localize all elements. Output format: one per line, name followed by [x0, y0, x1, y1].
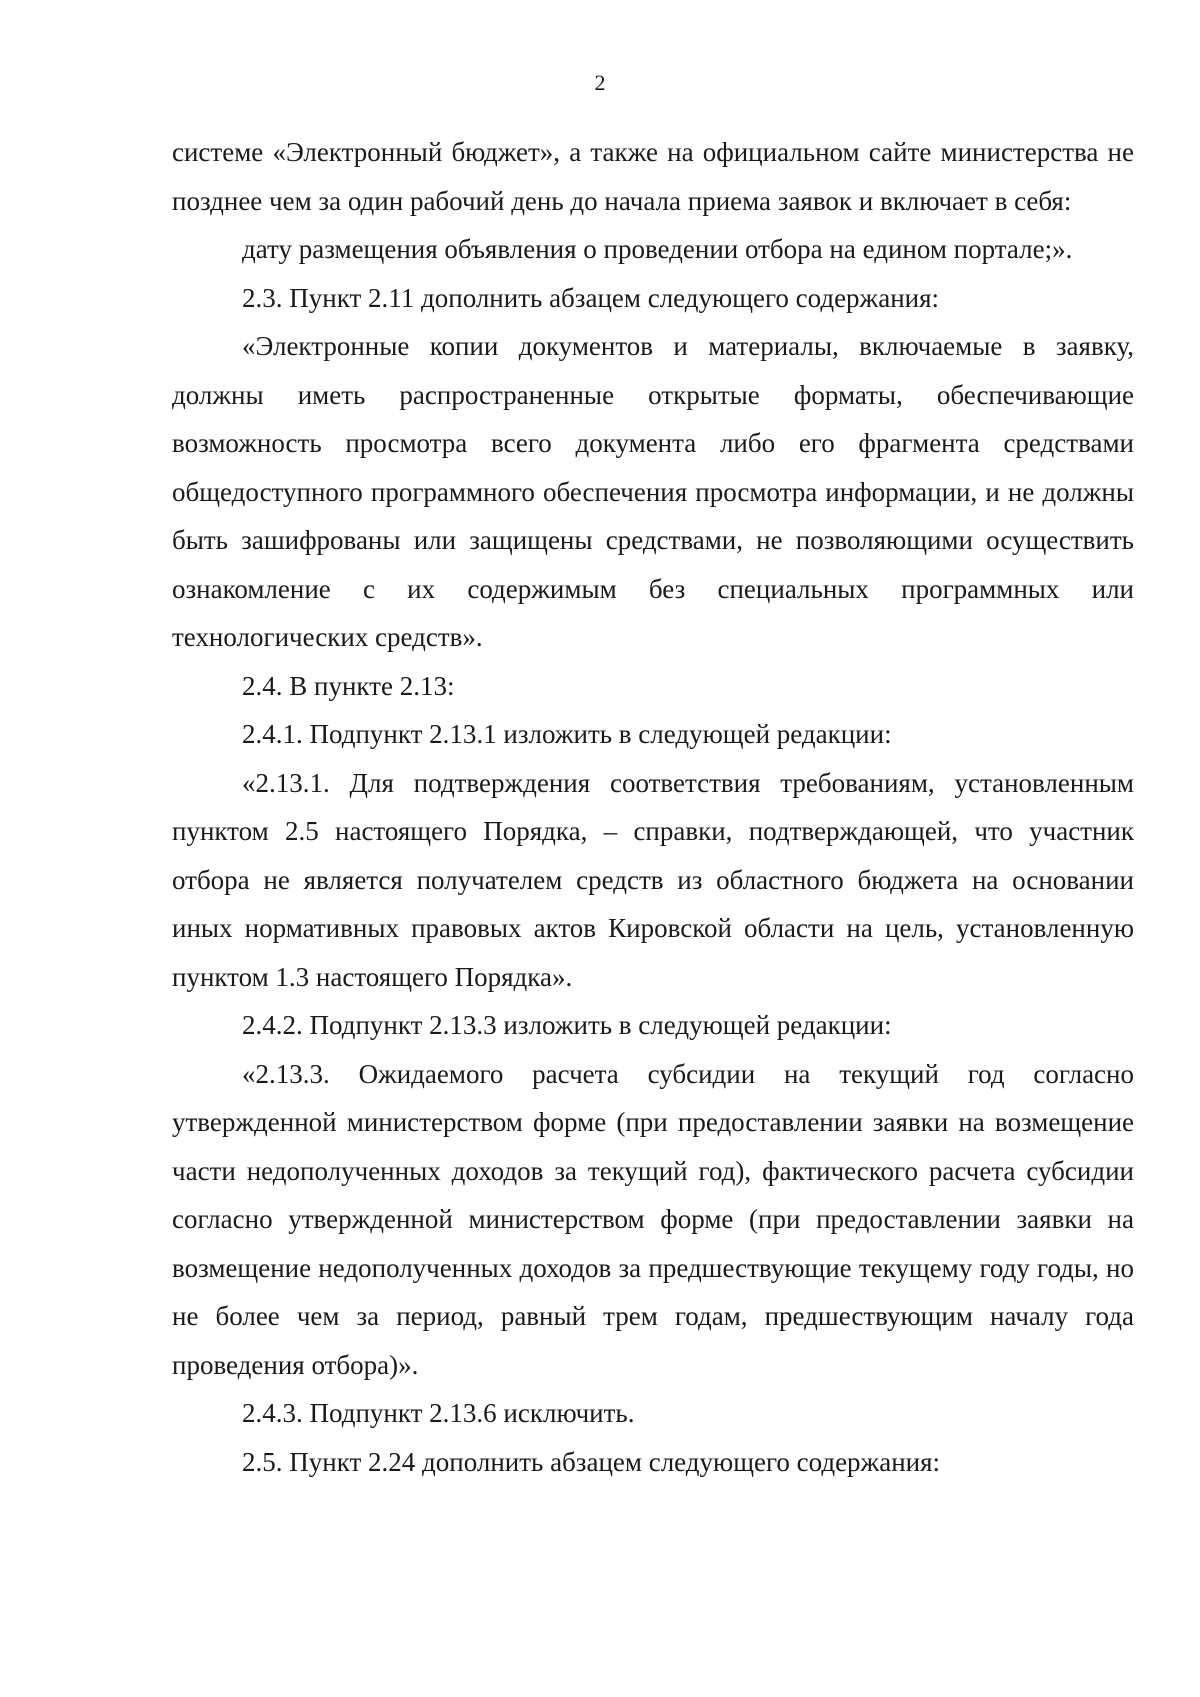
paragraph-subitem-2-13-3: «2.13.3. Ожидаемого расчета субсидии на текущий год согласно утвержденной министерством форме (при предоставлении заявки на возмещение части недополученных доходов за текущий год), фактического расчета субсидии согласно утвержденной министерством форме (при предоставлении заявки на возмещение недополученных доходов за предшествующие текущему году годы, но не более чем за период, равный трем годам, предшествующим началу года проведения отбора)».: [172, 1058, 1134, 1380]
paragraph-posting-date: дату размещения объявления о проведении отбора на едином портале;».: [242, 234, 1073, 264]
paragraph-item-2-5: 2.5. Пункт 2.24 дополнить абзацем следующего содержания:: [242, 1446, 941, 1477]
paragraph-item-2-4-2: 2.4.2. Подпункт 2.13.3 изложить в следующей редакции:: [242, 1010, 892, 1040]
paragraph-item-2-4: 2.4. В пункте 2.13:: [242, 670, 455, 701]
paragraph-item-2-4-3: 2.4.3. Подпункт 2.13.6 исключить.: [242, 1398, 635, 1428]
paragraph-continuation: системе «Электронный бюджет», а также на официальном сайте министерства не позднее чем за один рабочий день до начала приема заявок и включает в себя:: [172, 137, 1134, 216]
paragraph-item-2-4-1: 2.4.1. Подпункт 2.13.1 изложить в следующей редакции:: [242, 719, 892, 749]
paragraph-item-2-3: 2.3. Пункт 2.11 дополнить абзацем следующего содержания:: [242, 282, 940, 313]
document-body: [172, 128, 1134, 1486]
page-number: 2: [594, 70, 606, 95]
paragraph-subitem-2-13-1: «2.13.1. Для подтверждения соответствия требованиям, установленным пунктом 2.5 настоящего Порядка, – справки, подтверждающей, что участник отбора не является получателем средств из областного бюджета на основании иных нормативных правовых актов Кировской области на цель, установленную пунктом 1.3 настоящего Порядка».: [172, 767, 1134, 992]
paragraph-electronic-copies: «Электронные копии документов и материалы, включаемые в заявку, должны иметь распространенные открытые форматы, обеспечивающие возможность просмотра всего документа либо его фрагмента средствами общедоступного программного обеспечения просмотра информации, и не должны быть зашифрованы или защищены средствами, не позволяющими осуществить ознакомление с их содержимым без специальных программных или технологических средств».: [172, 331, 1134, 652]
